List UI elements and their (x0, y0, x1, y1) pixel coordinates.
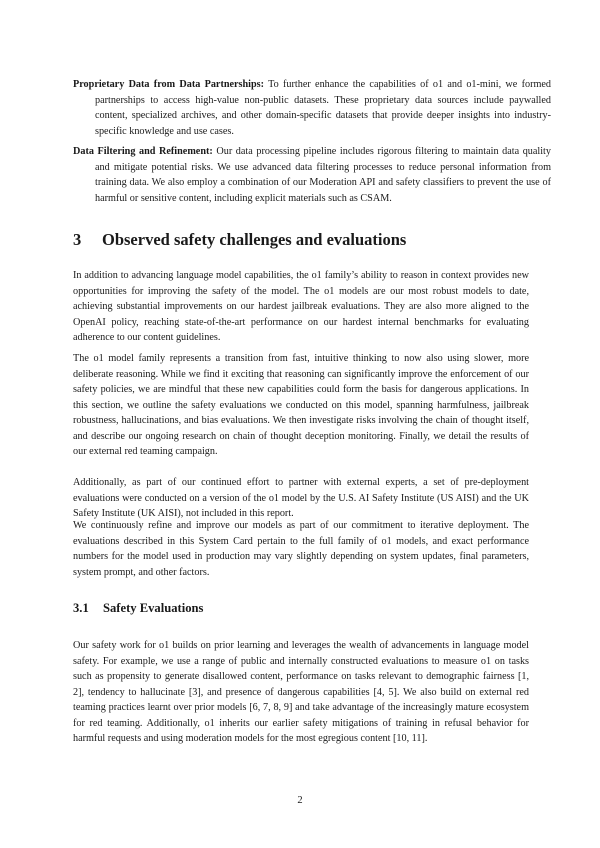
description-term: Data Filtering and Refinement: (73, 146, 213, 157)
body-paragraph: Our safety work for o1 builds on prior learning and leverages the wealth of advancements in language model safety. For example, we use a range of public and internally constructed evaluations to measure o1 on tasks such as propensity to generate disallowed content, performance on tasks relevant to demographic fairness [1, 2], tendency to hallucinate [3], and presence of dangerous capabilities [4, 5]. We also build on external red teaming practices learnt over prior models [6, 7, 8, 9] and take advantage of the increasingly mature ecosystem for red teaming. Additionally, o1 inherits our earlier safety mitigations of training in refusal behavior for harmful requests and using moderation models for the most egregious content [10, 11]. (73, 640, 529, 745)
description-item-data-filtering (73, 144, 551, 206)
subsection-title: Safety Evaluations (103, 601, 204, 615)
description-text: Our data processing pipeline includes rigorous filtering to maintain data quality and mitigate potential risks. We use advanced data filtering processes to reduce personal information from training data. We also employ a combination of our Moderation API and safety classifiers to prevent the use of harmful or sensitive content, including explicit materials such as CSAM. (95, 146, 551, 204)
section-number: 3 (73, 230, 82, 249)
description-item-proprietary-data (73, 77, 551, 139)
description-text: To further enhance the capabilities of o1 and o1-mini, we formed partnerships to access high-value non-public datasets. These proprietary data sources include paywalled content, specialized archives, and other domain-specific datasets that provide deeper insights into industry-specific knowledge and use cases. (95, 79, 552, 137)
section-heading (73, 230, 406, 250)
body-paragraph: We continuously refine and improve our models as part of our commitment to iterative deployment. The evaluations described in this System Card pertain to the full family of o1 models, and exact performance numbers for the model used in production may vary slightly depending on system updates, final parameters, system prompt, and other factors. (73, 520, 529, 578)
section-title: Observed safety challenges and evaluations (102, 230, 407, 249)
page-number: 2 (297, 795, 303, 806)
body-paragraph: In addition to advancing language model capabilities, the o1 family’s ability to reason in context provides new opportunities for improving the safety of the model. The o1 models are our most robust models to date, achieving substantial improvements on our hardest jailbreak evaluations. They are also more aligned to the OpenAI policy, reaching state-of-the-art performance on our hardest internal benchmarks for evaluating adherence to our content guidelines. (73, 270, 529, 344)
subsection-number: 3.1 (73, 601, 89, 615)
body-paragraph: Additionally, as part of our continued effort to partner with external experts, a set of pre-deployment evaluations were conducted on a version of the o1 model by the U.S. AI Safety Institute (US AISI) and the UK Safety Institute (UK AISI), not included in this report. (73, 477, 529, 520)
description-term: Proprietary Data from Data Partnerships: (73, 79, 265, 90)
subsection-heading (73, 601, 203, 616)
body-paragraph: The o1 model family represents a transition from fast, intuitive thinking to now also using slower, more deliberate reasoning. While we find it exciting that reasoning can significantly improve the enforcement of our safety policies, we are mindful that these new capabilities could form the basis for dangerous applications. In this section, we outline the safety evaluations we conducted on this model, spanning harmfulness, jailbreak robustness, hallucinations, and bias evaluations. We then investigate risks involving the chain of thought itself, and describe our ongoing research on chain of thought deception monitoring. Finally, we detail the results of our external red teaming campaign. (73, 353, 529, 458)
